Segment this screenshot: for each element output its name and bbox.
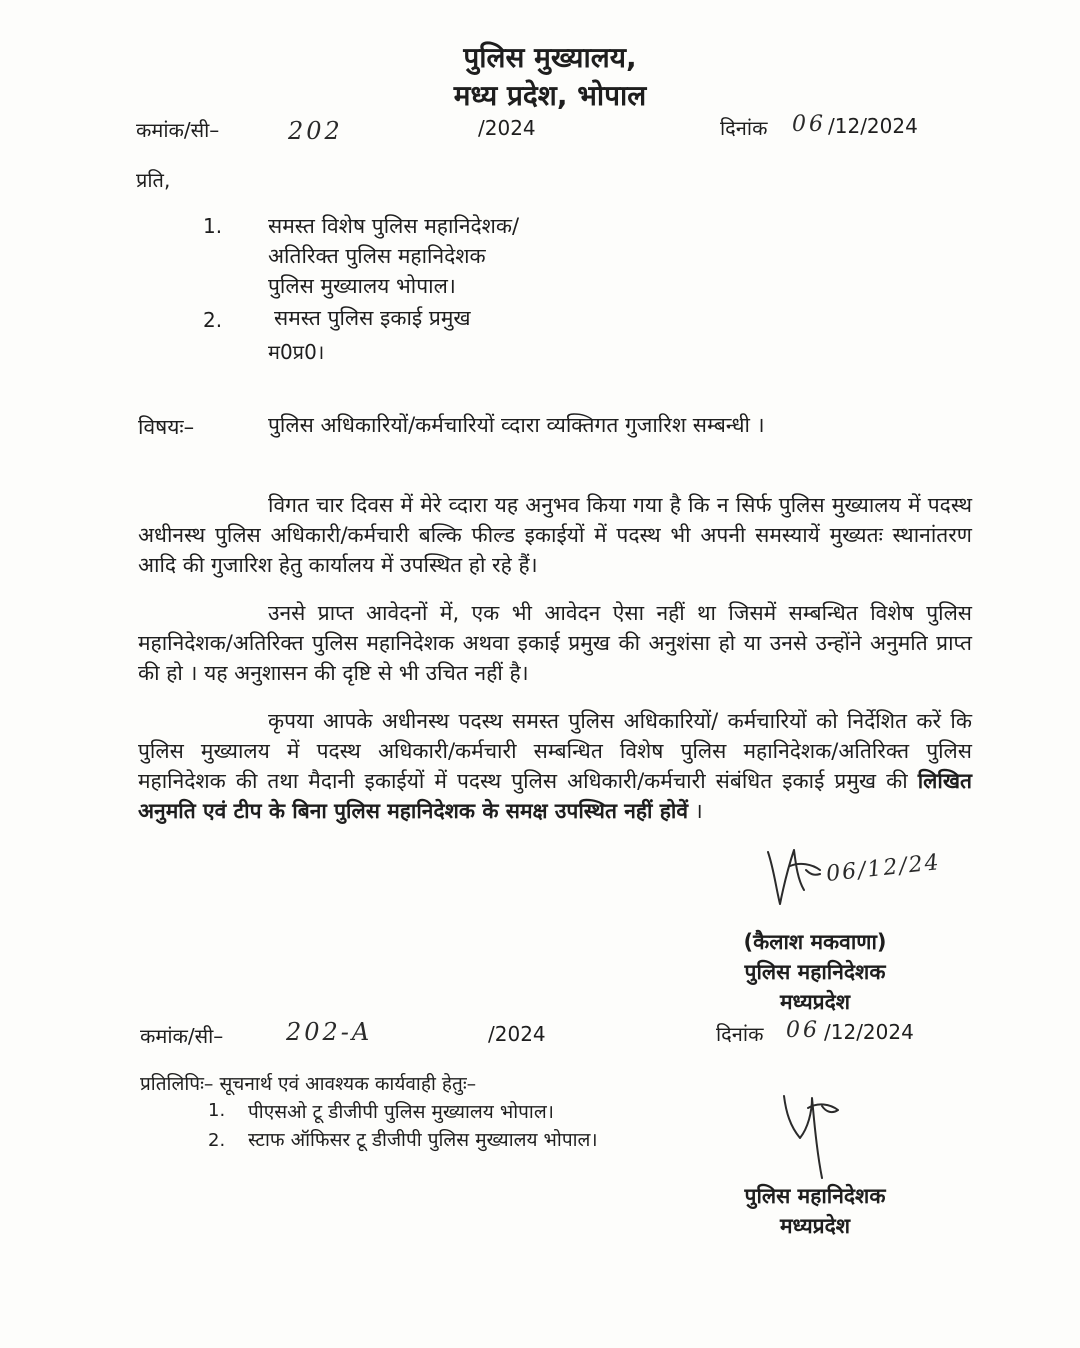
body-paragraph-3-text: कृपया आपके अधीनस्थ पदस्थ समस्त पुलिस अधिकारियों/ कर्मचारियों को निर्देशित करें कि पुलिस मुख्यालय में पदस्थ अधिकारी/कर्मचारी सम्बन्धित विशेष पुलिस महानिदेशक/अतिरिक्त पुलिस महानिदेशक की तथा मैदानी इकाईयों में पदस्थ पुलिस अधिकारी/कर्मचारी संबंधित इकाई प्रमुख की — [138, 709, 972, 793]
recipient-num: 2. — [203, 308, 223, 332]
signatory-title: पुलिस महानिदेशक — [744, 960, 886, 984]
body-paragraph-1: विगत चार दिवस में मेरे व्दारा यह अनुभव किया गया है कि न सिर्फ पुलिस मुख्यालय में पदस्थ अधीनस्थ पुलिस अधिकारी/कर्मचारी बल्कि फील्ड इकाईयों में पदस्थ भी अपनी समस्यायें मुख्यतः स्थानांतरण आदि की गुजारिश हेतु कार्यालय में उपस्थित हो रहे हैं। — [138, 493, 972, 577]
office-location: मध्य प्रदेश, भोपाल — [453, 79, 647, 112]
signature-date: 06/12/24 — [825, 850, 942, 887]
ref2-date-label: दिनांक — [716, 1022, 764, 1046]
ref2-year: /2024 — [488, 1022, 546, 1046]
ref-label: कमांक/सी– — [136, 118, 220, 142]
body-paragraph-3-end: । — [688, 799, 703, 823]
copy-item-text: स्टाफ ऑफिसर टू डीजीपी पुलिस मुख्यालय भोपाल। — [248, 1129, 598, 1151]
date-month-year: /12/2024 — [828, 114, 918, 138]
signature-image-2 — [778, 1088, 848, 1183]
recipient-line: पुलिस मुख्यालय भोपाल। — [268, 274, 456, 298]
ref2-date-month-year: /12/2024 — [824, 1020, 914, 1044]
recipient-line: समस्त पुलिस इकाई प्रमुख — [274, 306, 471, 330]
copy-item-text: पीएसओ टू डीजीपी पुलिस मुख्यालय भोपाल। — [248, 1101, 554, 1123]
signatory-name: (कैलाश मकवाणा) — [743, 930, 887, 954]
signatory2-title: पुलिस महानिदेशक — [744, 1184, 886, 1208]
to-label: प्रति, — [136, 168, 171, 192]
body-paragraph-3 — [138, 706, 972, 826]
ref2-label: कमांक/सी– — [140, 1024, 224, 1048]
recipient-line: म0प्र0। — [268, 340, 325, 364]
subject-text: पुलिस अधिकारियों/कर्मचारियों व्दारा व्यक्तिगत गुजारिश सम्बन्धी । — [268, 413, 765, 437]
body-paragraph-2: उनसे प्राप्त आवेदनों में, एक भी आवेदन ऐसा नहीं था जिसमें सम्बन्धित विशेष पुलिस महानिदेशक/अतिरिक्त पुलिस महानिदेशक अथवा इकाई प्रमुख की अनुशंसा हो या उनसे उन्होंने अनुमति प्राप्त की हो । यह अनुशासन की दृष्टि से भी उचित नहीं है। — [138, 601, 972, 685]
copy-label: प्रतिलिपिः– सूचनार्थ एवं आवश्यक कार्यवाही हेतुः– — [140, 1073, 477, 1095]
ref2-date-day: 06 — [786, 1018, 820, 1043]
copy-item-num: 2. — [208, 1130, 226, 1151]
recipient-line: समस्त विशेष पुलिस महानिदेशक/ — [268, 214, 520, 238]
signatory2-state: मध्यप्रदेश — [779, 1214, 850, 1238]
subject-label: विषयः– — [138, 415, 195, 439]
ref-number: 202 — [288, 117, 343, 145]
date-label: दिनांक — [720, 116, 768, 140]
signatory-state: मध्यप्रदेश — [779, 990, 850, 1014]
date-day: 06 — [792, 112, 826, 137]
body-paragraph-3-emphasis: लिखित अनुमति एवं टीप के बिना पुलिस महानिदेशक के समक्ष उपस्थित नहीं होवें — [138, 769, 972, 823]
ref2-number: 202-A — [286, 1018, 373, 1046]
recipient-num: 1. — [203, 214, 223, 238]
recipient-line: अतिरिक्त पुलिस महानिदेशक — [268, 244, 486, 268]
office-title: पुलिस मुख्यालय, — [463, 41, 637, 74]
copy-item-num: 1. — [208, 1100, 226, 1121]
ref-year: /2024 — [478, 116, 536, 140]
